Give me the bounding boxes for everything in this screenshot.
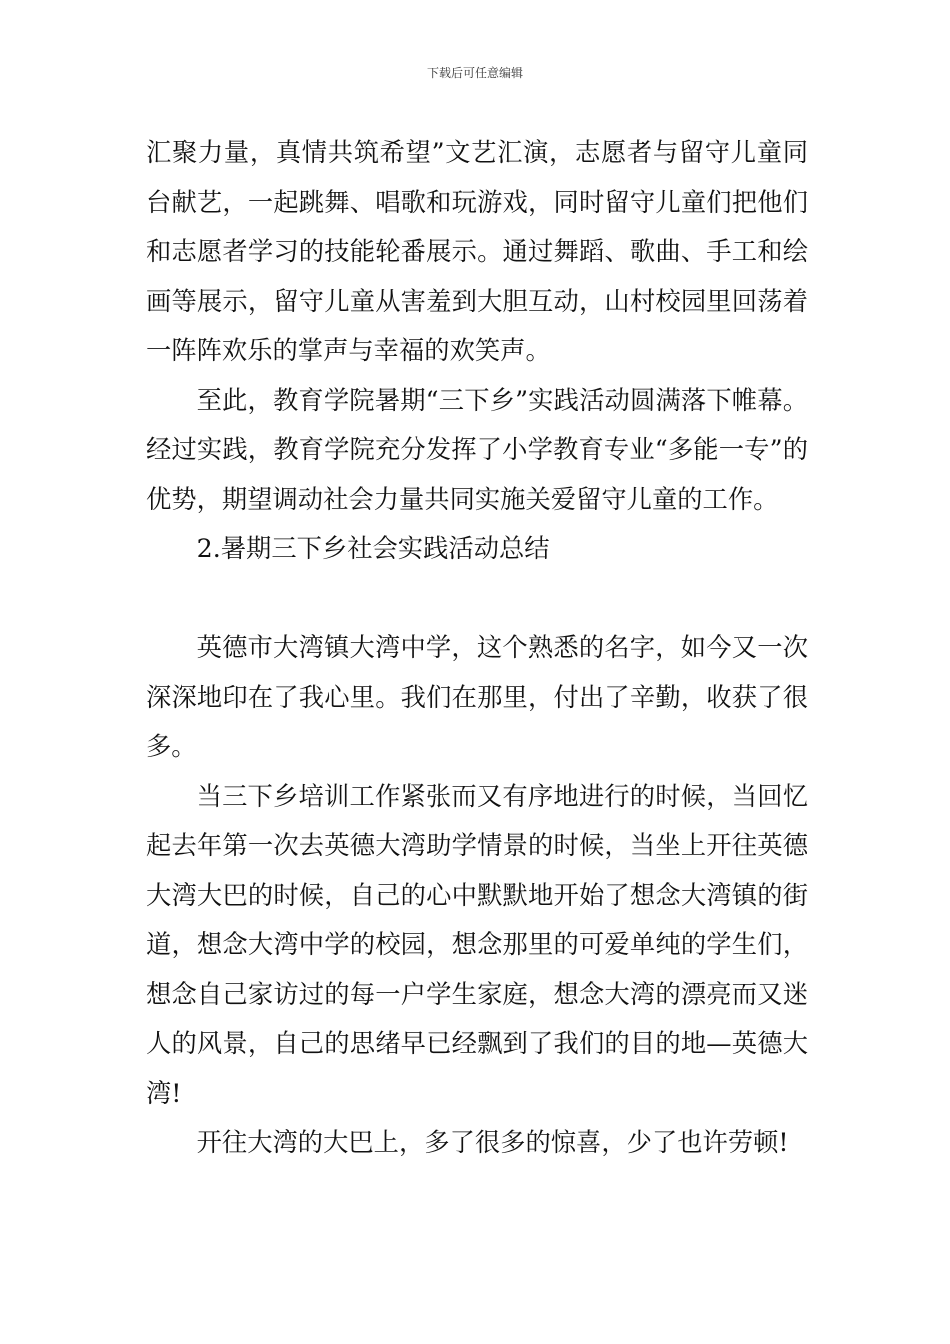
document-body	[146, 128, 808, 1168]
paragraph-continued: 汇聚力量，真情共筑希望”文艺汇演，志愿者与留守儿童同台献艺，一起跳舞、唱歌和玩游戏，同时留守儿童们把他们和志愿者学习的技能轮番展示。通过舞蹈、歌曲、手工和绘画等展示，留守儿童从害羞到大胆互动，山村校园里回荡着一阵阵欢乐的掌声与幸福的欢笑声。	[146, 138, 808, 365]
paragraph-conclusion: 至此，教育学院暑期“三下乡”实践活动圆满落下帷幕。经过实践，教育学院充分发挥了小学教育专业“多能一专”的优势，期望调动社会力量共同实施关爱留守儿童的工作。	[146, 385, 808, 514]
paragraph-memories: 当三下乡培训工作紧张而又有序地进行的时候，当回忆起去年第一次去英德大湾助学情景的时候，当坐上开往英德大湾大巴的时候，自己的心中默默地开始了想念大湾镇的街道，想念大湾中学的校园，想念那里的可爱单纯的学生们，想念自己家访过的每一户学生家庭，想念大湾的漂亮而又迷人的风景，自己的思绪早已经飘到了我们的目的地—英德大湾!	[146, 781, 808, 1108]
section-heading: 2.暑期三下乡社会实践活动总结	[196, 534, 550, 563]
paragraph-intro: 英德市大湾镇大湾中学，这个熟悉的名字，如今又一次深深地印在了我心里。我们在那里，付出了辛勤，收获了很多。	[146, 633, 808, 761]
paragraph-bus: 开往大湾的大巴上，多了很多的惊喜，少了也许劳顿!	[196, 1128, 789, 1157]
page-header: 下载后可任意编辑	[426, 66, 523, 80]
